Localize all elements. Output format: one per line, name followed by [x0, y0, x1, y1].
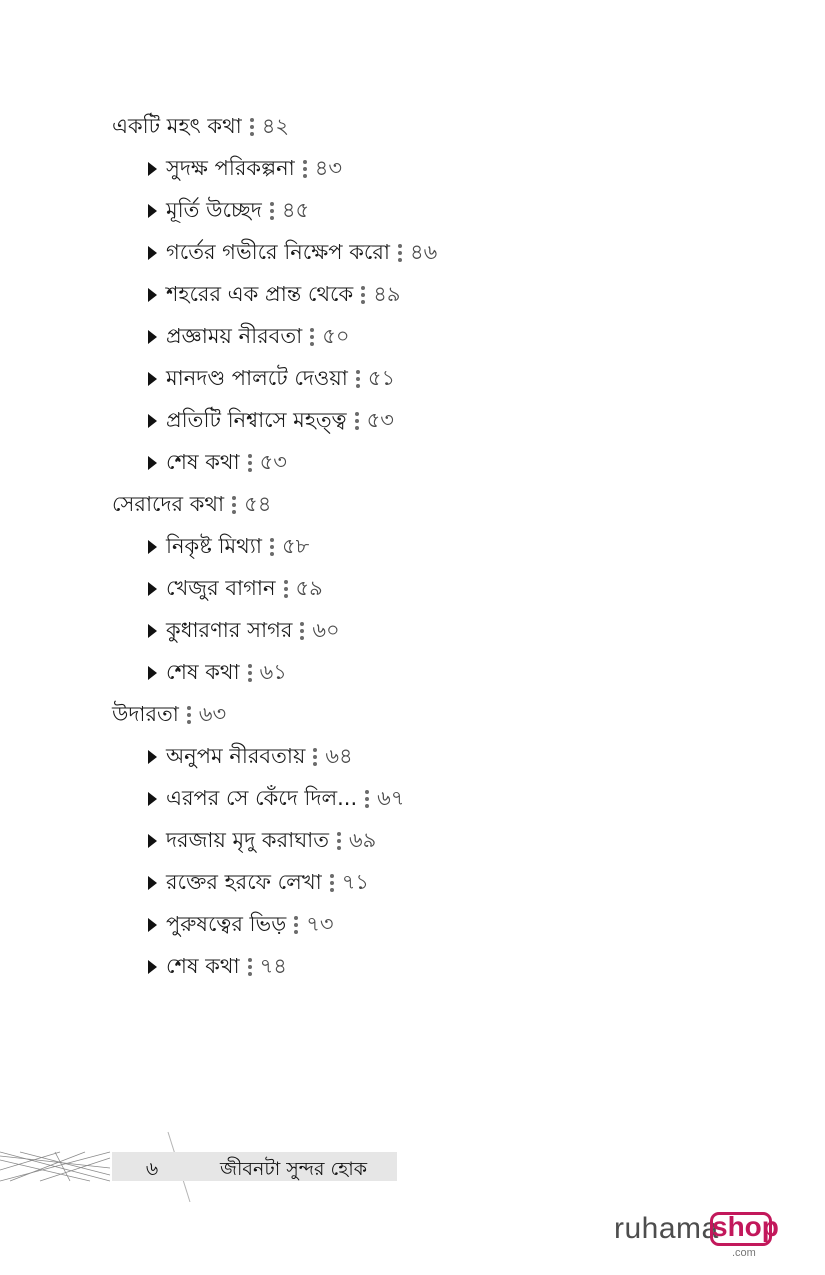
triangle-bullet-icon — [148, 876, 157, 890]
toc-page-number: ৫৯ — [295, 575, 323, 600]
toc-title: শেষ কথা — [166, 449, 240, 474]
toc-title: শেষ কথা — [166, 659, 240, 684]
toc-chapter — [112, 484, 672, 526]
toc-page-number: ৪৯ — [373, 281, 401, 306]
toc-page-number: ৭৪ — [259, 953, 287, 978]
logo-shop-text: shop — [712, 1211, 779, 1242]
dotted-separator-icon — [232, 496, 236, 514]
toc-title: রক্তের হরফে লেখা — [166, 869, 322, 894]
toc-title: সেরাদের কথা — [112, 491, 225, 516]
table-of-contents — [112, 106, 672, 988]
triangle-bullet-icon — [148, 288, 157, 302]
toc-subentry — [112, 232, 672, 274]
dotted-separator-icon — [365, 790, 369, 808]
toc-subentry — [112, 778, 672, 820]
logo-com-text: .com — [732, 1247, 756, 1259]
triangle-bullet-icon — [148, 540, 157, 554]
page-number: ৬ — [145, 1158, 159, 1180]
triangle-bullet-icon — [148, 834, 157, 848]
toc-subentry — [112, 274, 672, 316]
dotted-separator-icon — [300, 622, 304, 640]
triangle-bullet-icon — [148, 246, 157, 260]
dotted-separator-icon — [248, 664, 252, 682]
toc-subentry — [112, 316, 672, 358]
toc-title: নিকৃষ্ট মিথ্যা — [166, 533, 262, 558]
dotted-separator-icon — [270, 538, 274, 556]
triangle-bullet-icon — [148, 624, 157, 638]
toc-page-number: ৫৩ — [259, 449, 287, 474]
dotted-separator-icon — [330, 874, 334, 892]
toc-page-number: ৫৪ — [244, 491, 272, 516]
toc-title: শহরের এক প্রান্ত থেকে — [166, 281, 354, 306]
triangle-bullet-icon — [148, 330, 157, 344]
toc-subentry — [112, 862, 672, 904]
ruhamashop-logo — [612, 1208, 782, 1262]
toc-title: অনুপম নীরবতায় — [166, 743, 306, 768]
toc-subentry — [112, 358, 672, 400]
toc-page-number: ৬৩ — [198, 701, 227, 726]
toc-subentry — [112, 442, 672, 484]
dotted-separator-icon — [310, 328, 314, 346]
toc-title: দরজায় মৃদু করাঘাত — [166, 827, 330, 852]
triangle-bullet-icon — [148, 162, 157, 176]
toc-title: মূর্তি উচ্ছেদ — [166, 197, 262, 222]
dotted-separator-icon — [361, 286, 365, 304]
toc-subentry — [112, 148, 672, 190]
toc-page-number: ৭১ — [341, 869, 369, 894]
toc-title: একটি মহৎ কথা — [112, 113, 242, 138]
dotted-separator-icon — [248, 958, 252, 976]
toc-page-number: ৬১ — [259, 659, 287, 684]
triangle-bullet-icon — [148, 204, 157, 218]
toc-subentry — [112, 904, 672, 946]
toc-page-number: ৫৩ — [366, 407, 394, 432]
toc-subentry — [112, 652, 672, 694]
toc-title: প্রতিটি নিশ্বাসে মহত্ত্ব — [166, 407, 347, 432]
toc-page-number: ৬৭ — [377, 785, 405, 810]
dotted-separator-icon — [250, 118, 254, 136]
dotted-separator-icon — [303, 160, 307, 178]
toc-title: খেজুর বাগান — [166, 575, 276, 600]
toc-title: সুদক্ষ পরিকল্পনা — [166, 155, 295, 180]
triangle-bullet-icon — [148, 792, 157, 806]
triangle-bullet-icon — [148, 372, 157, 386]
dotted-separator-icon — [294, 916, 298, 934]
toc-subentry — [112, 946, 672, 988]
toc-page-number: ৪২ — [261, 113, 290, 138]
dotted-separator-icon — [284, 580, 288, 598]
toc-title: গর্তের গভীরে নিক্ষেপ করো — [166, 239, 390, 264]
toc-page-number: ৪৬ — [409, 239, 438, 264]
running-title: জীবনটা সুন্দর হোক — [220, 1158, 368, 1180]
toc-page-number: ৪৫ — [281, 197, 310, 222]
dotted-separator-icon — [337, 832, 341, 850]
triangle-bullet-icon — [148, 960, 157, 974]
toc-title: শেষ কথা — [166, 953, 240, 978]
toc-page-number: ৬০ — [312, 617, 340, 642]
toc-subentry — [112, 190, 672, 232]
toc-subentry — [112, 610, 672, 652]
triangle-bullet-icon — [148, 456, 157, 470]
triangle-bullet-icon — [148, 414, 157, 428]
toc-title: এরপর সে কেঁদে দিল... — [166, 785, 358, 810]
toc-page-number: ৬৪ — [325, 743, 353, 768]
dotted-separator-icon — [313, 748, 317, 766]
toc-subentry — [112, 736, 672, 778]
triangle-bullet-icon — [148, 666, 157, 680]
page-footer — [0, 1130, 400, 1202]
dotted-separator-icon — [398, 244, 402, 262]
toc-page-number: ৭৩ — [306, 911, 334, 936]
logo-ruhama-text: ruhama — [614, 1212, 719, 1245]
dotted-separator-icon — [356, 370, 360, 388]
toc-chapter — [112, 106, 672, 148]
toc-page-number: ৪৩ — [314, 155, 342, 180]
toc-subentry — [112, 526, 672, 568]
toc-page-number: ৫০ — [322, 323, 350, 348]
triangle-bullet-icon — [148, 582, 157, 596]
toc-subentry — [112, 820, 672, 862]
toc-page-number: ৫১ — [367, 365, 396, 390]
toc-subentry — [112, 568, 672, 610]
triangle-bullet-icon — [148, 918, 157, 932]
dotted-separator-icon — [270, 202, 274, 220]
toc-page-number: ৬৯ — [349, 827, 377, 852]
toc-title: কুধারণার সাগর — [166, 617, 293, 642]
triangle-bullet-icon — [148, 750, 157, 764]
toc-title: পুরুষত্বের ভিড় — [166, 911, 287, 936]
dotted-separator-icon — [187, 706, 191, 724]
toc-chapter — [112, 694, 672, 736]
dotted-separator-icon — [355, 412, 359, 430]
toc-page-number: ৫৮ — [281, 533, 310, 558]
toc-title: প্রজ্ঞাময় নীরবতা — [166, 323, 303, 348]
toc-title: মানদণ্ড পালটে দেওয়া — [166, 365, 348, 390]
toc-subentry — [112, 400, 672, 442]
toc-title: উদারতা — [112, 701, 179, 726]
dotted-separator-icon — [248, 454, 252, 472]
